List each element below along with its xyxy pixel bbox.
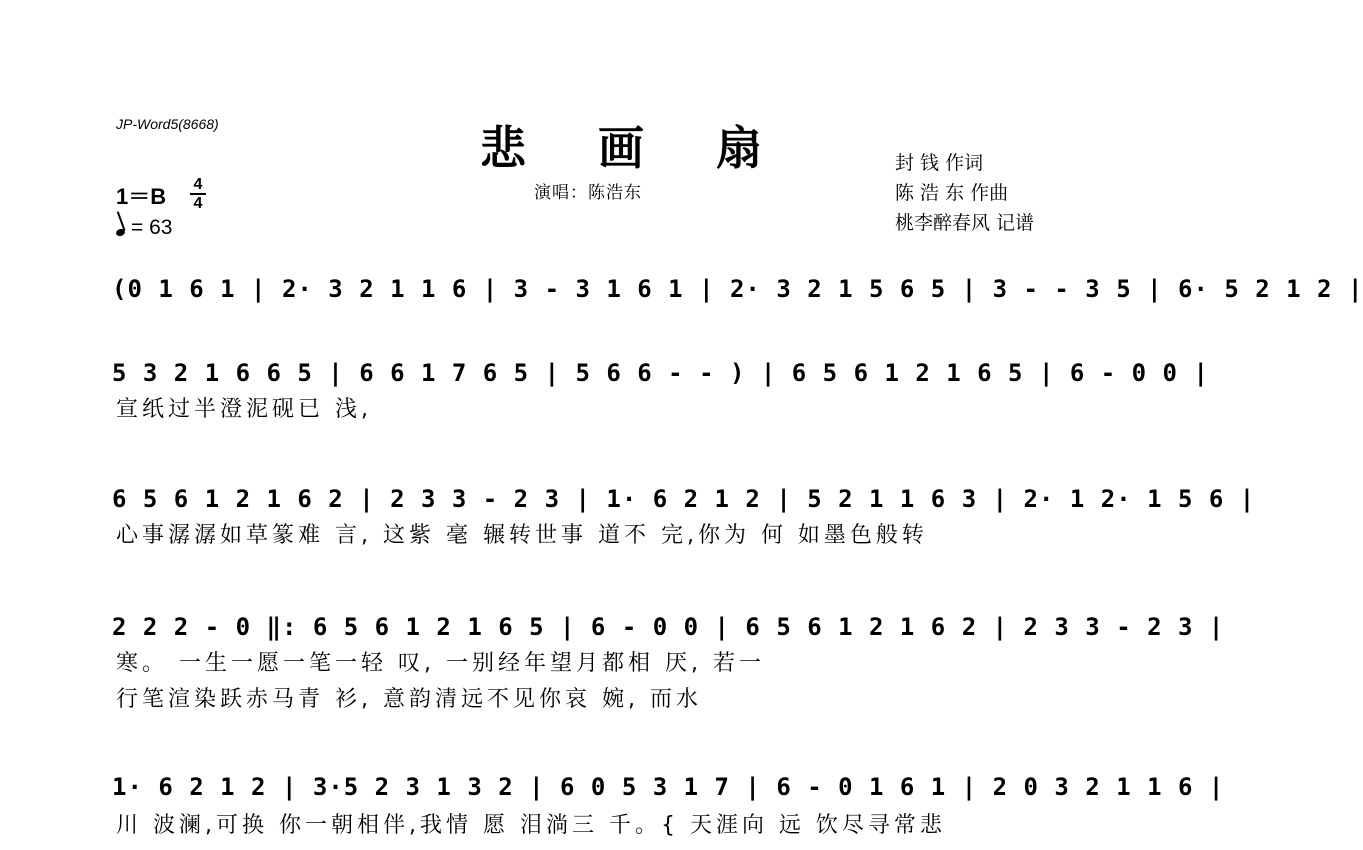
key-signature: 1＝B — [116, 184, 167, 209]
composer-credit: 陈 浩 东 作曲 — [895, 182, 1009, 204]
tempo-value: = 63 — [131, 216, 173, 239]
score-line-4: 2 2 2 - 0 ‖: 6 5 6 1 2 1 6 5 | 6 - 0 0 | 6 5 6 1 2 1 6 2 | 2 3 3 - 2 3 | — [112, 613, 1225, 641]
lyric-line-4-1: 寒。 一生一愿一笔一轻 叹, 一别经年望月都相 厌, 若一 — [116, 651, 765, 676]
time-signature-top: 4 — [193, 176, 203, 193]
lyric-line-4-2: 行笔渲染跃赤马青 衫, 意韵清远不见你哀 婉, 而水 — [116, 687, 702, 712]
transcriber-credit: 桃李醉春风 记谱 — [895, 212, 1035, 234]
singer-credit: 演唱：陈浩东 — [534, 183, 642, 203]
software-mark: JP-Word5(8668) — [116, 116, 219, 132]
lyric-line-3-1: 心事潺潺如草篆难 言, 这紫 毫 辗转世事 道不 完,你为 何 如墨色般转 — [116, 523, 928, 548]
time-signature — [190, 176, 206, 212]
song-title: 悲 画 扇 — [480, 121, 791, 175]
lyric-line-5-1: 川 波澜,可换 你一朝相伴,我情 愿 泪淌三 千。{ 天涯向 远 饮尽寻常悲 — [116, 813, 946, 838]
score-line-5: 1· 6 2 1 2 | 3·5 2 3 1 3 2 | 6 0 5 3 1 7 | 6 - 0 1 6 1 | 2 0 3 2 1 1 6 | — [112, 773, 1225, 801]
lyric-line-2-1: 宣纸过半澄泥砚已 浅, — [116, 397, 372, 422]
quarter-note-icon — [115, 228, 126, 238]
lyricist-credit: 封 钱 作词 — [895, 152, 984, 174]
time-signature-bottom: 4 — [193, 195, 203, 212]
score-line-2: 5 3 2 1 6 6 5 | 6 6 1 7 6 5 | 5 6 6 - - ) | 6 5 6 1 2 1 6 5 | 6 - 0 0 | — [112, 359, 1209, 387]
score-line-1: (0 1 6 1 | 2· 3 2 1 1 6 | 3 - 3 1 6 1 | 2· 3 2 1 5 6 5 | 3 - - 3 5 | 6· 5 2 1 2 | — [112, 275, 1363, 303]
score-line-3: 6 5 6 1 2 1 6 2 | 2 3 3 - 2 3 | 1· 6 2 1 2 | 5 2 1 1 6 3 | 2· 1 2· 1 5 6 | — [112, 485, 1256, 513]
tempo-marking — [116, 216, 172, 240]
